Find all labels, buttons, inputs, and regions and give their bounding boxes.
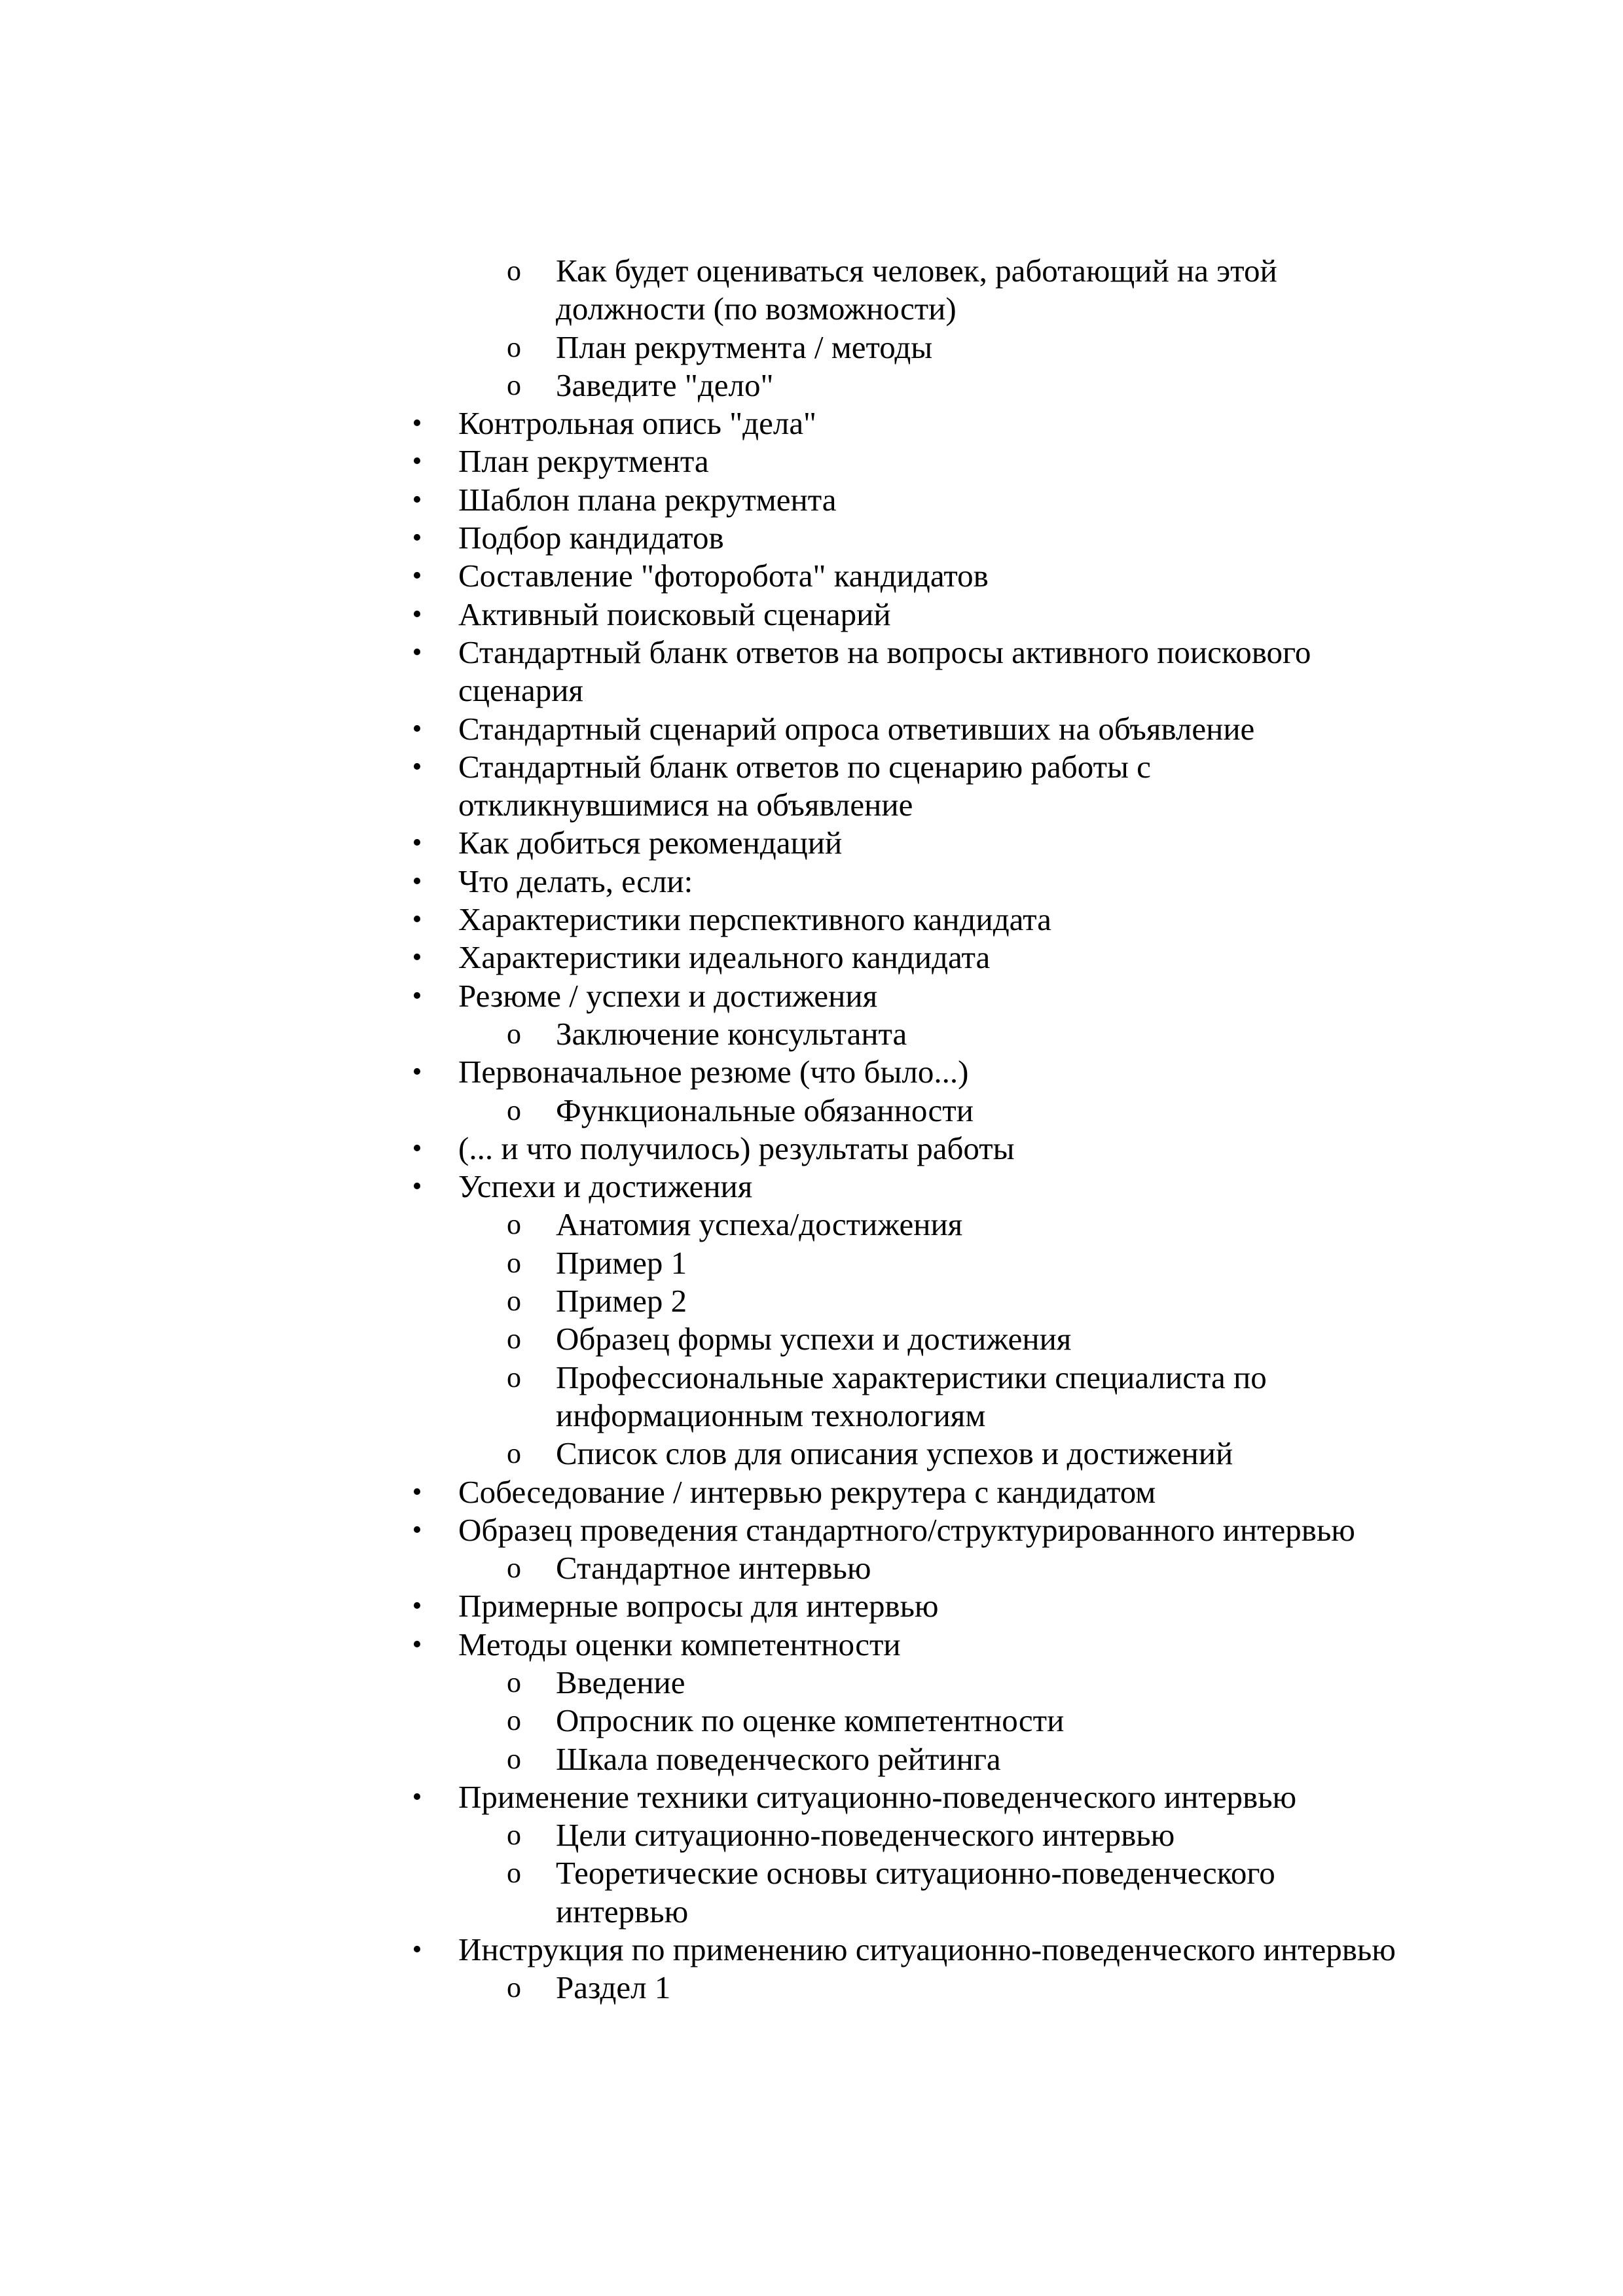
list-item-text: Характеристики перспективного кандидата <box>458 901 1051 938</box>
list-item-text: Введение <box>556 1664 685 1700</box>
list-item-text: Цели ситуационно-поведенческого интервью <box>556 1817 1175 1854</box>
bullet-icon: • <box>412 1782 422 1812</box>
list-item-text: Список слов для описания успехов и достижений <box>556 1435 1233 1472</box>
list-item-text: Применение техники ситуационно-поведенческого интервью <box>458 1778 1297 1815</box>
list-item-text: Примерные вопросы для интервью <box>458 1588 939 1624</box>
sub-bullet-icon: o <box>507 1437 521 1470</box>
list-item <box>0 519 1408 557</box>
bullet-icon: • <box>412 1172 422 1202</box>
list-item <box>0 634 1408 710</box>
bullet-icon: • <box>412 1057 422 1088</box>
bullet-icon: • <box>412 980 422 1011</box>
sub-bullet-icon: o <box>507 1742 521 1775</box>
bullet-icon: • <box>412 866 422 897</box>
list-item-text: Шкала поведенческого рейтинга <box>556 1740 1001 1777</box>
list-item <box>0 1473 1408 1511</box>
list-item <box>0 1587 1408 1625</box>
sub-bullet-icon: o <box>507 1285 521 1318</box>
list-item-text: План рекрутмента / методы <box>556 329 933 365</box>
list-item <box>0 863 1408 901</box>
sub-list-item <box>0 329 1336 367</box>
sub-bullet-icon: o <box>507 368 521 401</box>
bullet-icon: • <box>412 408 422 439</box>
list-item-text: Теоретические основы ситуационно-поведенческого интервью <box>556 1855 1275 1929</box>
list-item-text: Функциональные обязанности <box>556 1092 974 1128</box>
list-item-text: Составление "фоторобота" кандидатов <box>458 558 989 594</box>
list-item <box>0 977 1408 1015</box>
list-item-text: Пример 1 <box>556 1244 687 1281</box>
list-item-text: Стандартный бланк ответов по сценарию работы с откликнувшимися на объявление <box>458 748 1151 823</box>
bullet-icon: • <box>412 637 422 668</box>
sub-bullet-icon: o <box>507 1704 521 1737</box>
sub-bullet-icon: o <box>507 1246 521 1279</box>
bullet-icon: • <box>412 1629 422 1660</box>
sub-bullet-icon: o <box>507 1361 521 1393</box>
outline-list <box>0 252 1623 2007</box>
sub-bullet-icon: o <box>507 1208 521 1241</box>
list-item-text: Стандартное интервью <box>556 1550 871 1587</box>
list-item-text: Резюме / успехи и достижения <box>458 977 878 1014</box>
list-item <box>0 596 1408 634</box>
bullet-icon: • <box>412 1477 422 1507</box>
list-item-text: Подбор кандидатов <box>458 520 724 556</box>
list-item-text: Активный поисковый сценарий <box>458 596 891 632</box>
list-item <box>0 824 1408 862</box>
list-item <box>0 1130 1408 1168</box>
sub-bullet-icon: o <box>507 1971 521 2004</box>
list-item <box>0 557 1408 595</box>
list-item-text: Анатомия успеха/достижения <box>556 1206 963 1243</box>
list-item-text: Успехи и достижения <box>458 1168 753 1205</box>
sub-bullet-icon: o <box>507 331 521 363</box>
sub-bullet-icon: o <box>507 1857 521 1890</box>
bullet-icon: • <box>412 1133 422 1164</box>
list-item-text: Образец формы успехи и достижения <box>556 1321 1072 1357</box>
list-item-text: Как добиться рекомендаций <box>458 825 843 861</box>
list-item <box>0 481 1408 519</box>
list-item-text: План рекрутмента <box>458 443 709 480</box>
sub-list-item <box>0 1092 1336 1130</box>
list-item <box>0 1931 1408 1969</box>
sub-list-item <box>0 1435 1336 1473</box>
list-item <box>0 1053 1408 1091</box>
sub-list-item <box>0 1206 1336 1244</box>
sub-list-item <box>0 1816 1336 1854</box>
list-item-text: Первоначальное резюме (что было...) <box>458 1054 969 1090</box>
list-item-text: Опросник по оценке компетентности <box>556 1702 1065 1739</box>
sub-bullet-icon: o <box>507 255 521 287</box>
sub-list-item <box>0 1244 1336 1282</box>
sub-list-item <box>0 1969 1336 2007</box>
list-item-text: Стандартный бланк ответов на вопросы активного поискового сценария <box>458 634 1311 709</box>
list-item-text: Методы оценки компетентности <box>458 1626 901 1662</box>
bullet-icon: • <box>412 828 422 859</box>
list-item-text: Инструкция по применению ситуационно-поведенческого интервью <box>458 1931 1396 1968</box>
list-item-text: Раздел 1 <box>556 1969 671 2006</box>
list-item-text: Характеристики идеального кандидата <box>458 939 991 976</box>
list-item <box>0 1626 1408 1664</box>
list-item-text: Стандартный сценарий опроса ответивших на объявление <box>458 710 1255 747</box>
list-item-text: Шаблон плана рекрутмента <box>458 481 837 518</box>
list-item <box>0 1168 1408 1206</box>
sub-list-item <box>0 252 1336 329</box>
bullet-icon: • <box>412 1935 422 1965</box>
list-item <box>0 1778 1408 1816</box>
list-item-text: Собеседование / интервью рекрутера с кандидатом <box>458 1473 1156 1510</box>
sub-list-item <box>0 1015 1336 1053</box>
list-item-text: Заведите "дело" <box>556 367 774 403</box>
sub-bullet-icon: o <box>507 1017 521 1050</box>
sub-list-item <box>0 1320 1336 1358</box>
list-item <box>0 1511 1408 1549</box>
list-item-text: Профессиональные характеристики специалиста по информационным технологиям <box>556 1359 1267 1433</box>
bullet-icon: • <box>412 905 422 935</box>
sub-list-item <box>0 1359 1336 1435</box>
list-item-text: Заключение консультанта <box>556 1015 907 1052</box>
list-item-text: Образец проведения стандартного/структурированного интервью <box>458 1511 1355 1548</box>
list-item-text: Как будет оцениваться человек, работающий на этой должности (по возможности) <box>556 253 1277 327</box>
list-item-text: (... и что получилось) результаты работы <box>458 1130 1015 1166</box>
sub-list-item <box>0 1740 1336 1778</box>
sub-bullet-icon: o <box>507 1323 521 1355</box>
bullet-icon: • <box>412 599 422 630</box>
list-item <box>0 901 1408 939</box>
bullet-icon: • <box>412 523 422 554</box>
sub-list-item <box>0 367 1336 404</box>
bullet-icon: • <box>412 751 422 782</box>
bullet-icon: • <box>412 446 422 477</box>
list-item-text: Контрольная опись "дела" <box>458 405 817 442</box>
list-item-text: Что делать, если: <box>458 863 693 899</box>
bullet-icon: • <box>412 1515 422 1545</box>
sub-bullet-icon: o <box>507 1552 521 1585</box>
bullet-icon: • <box>412 942 422 973</box>
list-item <box>0 748 1408 825</box>
list-item-text: Пример 2 <box>556 1283 687 1319</box>
bullet-icon: • <box>412 561 422 592</box>
bullet-icon: • <box>412 713 422 744</box>
list-item <box>0 404 1408 442</box>
sub-bullet-icon: o <box>507 1819 521 1852</box>
sub-bullet-icon: o <box>507 1094 521 1126</box>
list-item <box>0 710 1408 748</box>
sub-list-item <box>0 1549 1336 1587</box>
sub-list-item <box>0 1282 1336 1320</box>
sub-bullet-icon: o <box>507 1666 521 1698</box>
bullet-icon: • <box>412 1591 422 1622</box>
sub-list-item <box>0 1854 1336 1931</box>
sub-list-item <box>0 1702 1336 1740</box>
list-item <box>0 939 1408 977</box>
bullet-icon: • <box>412 484 422 515</box>
list-item <box>0 442 1408 480</box>
sub-list-item <box>0 1664 1336 1702</box>
